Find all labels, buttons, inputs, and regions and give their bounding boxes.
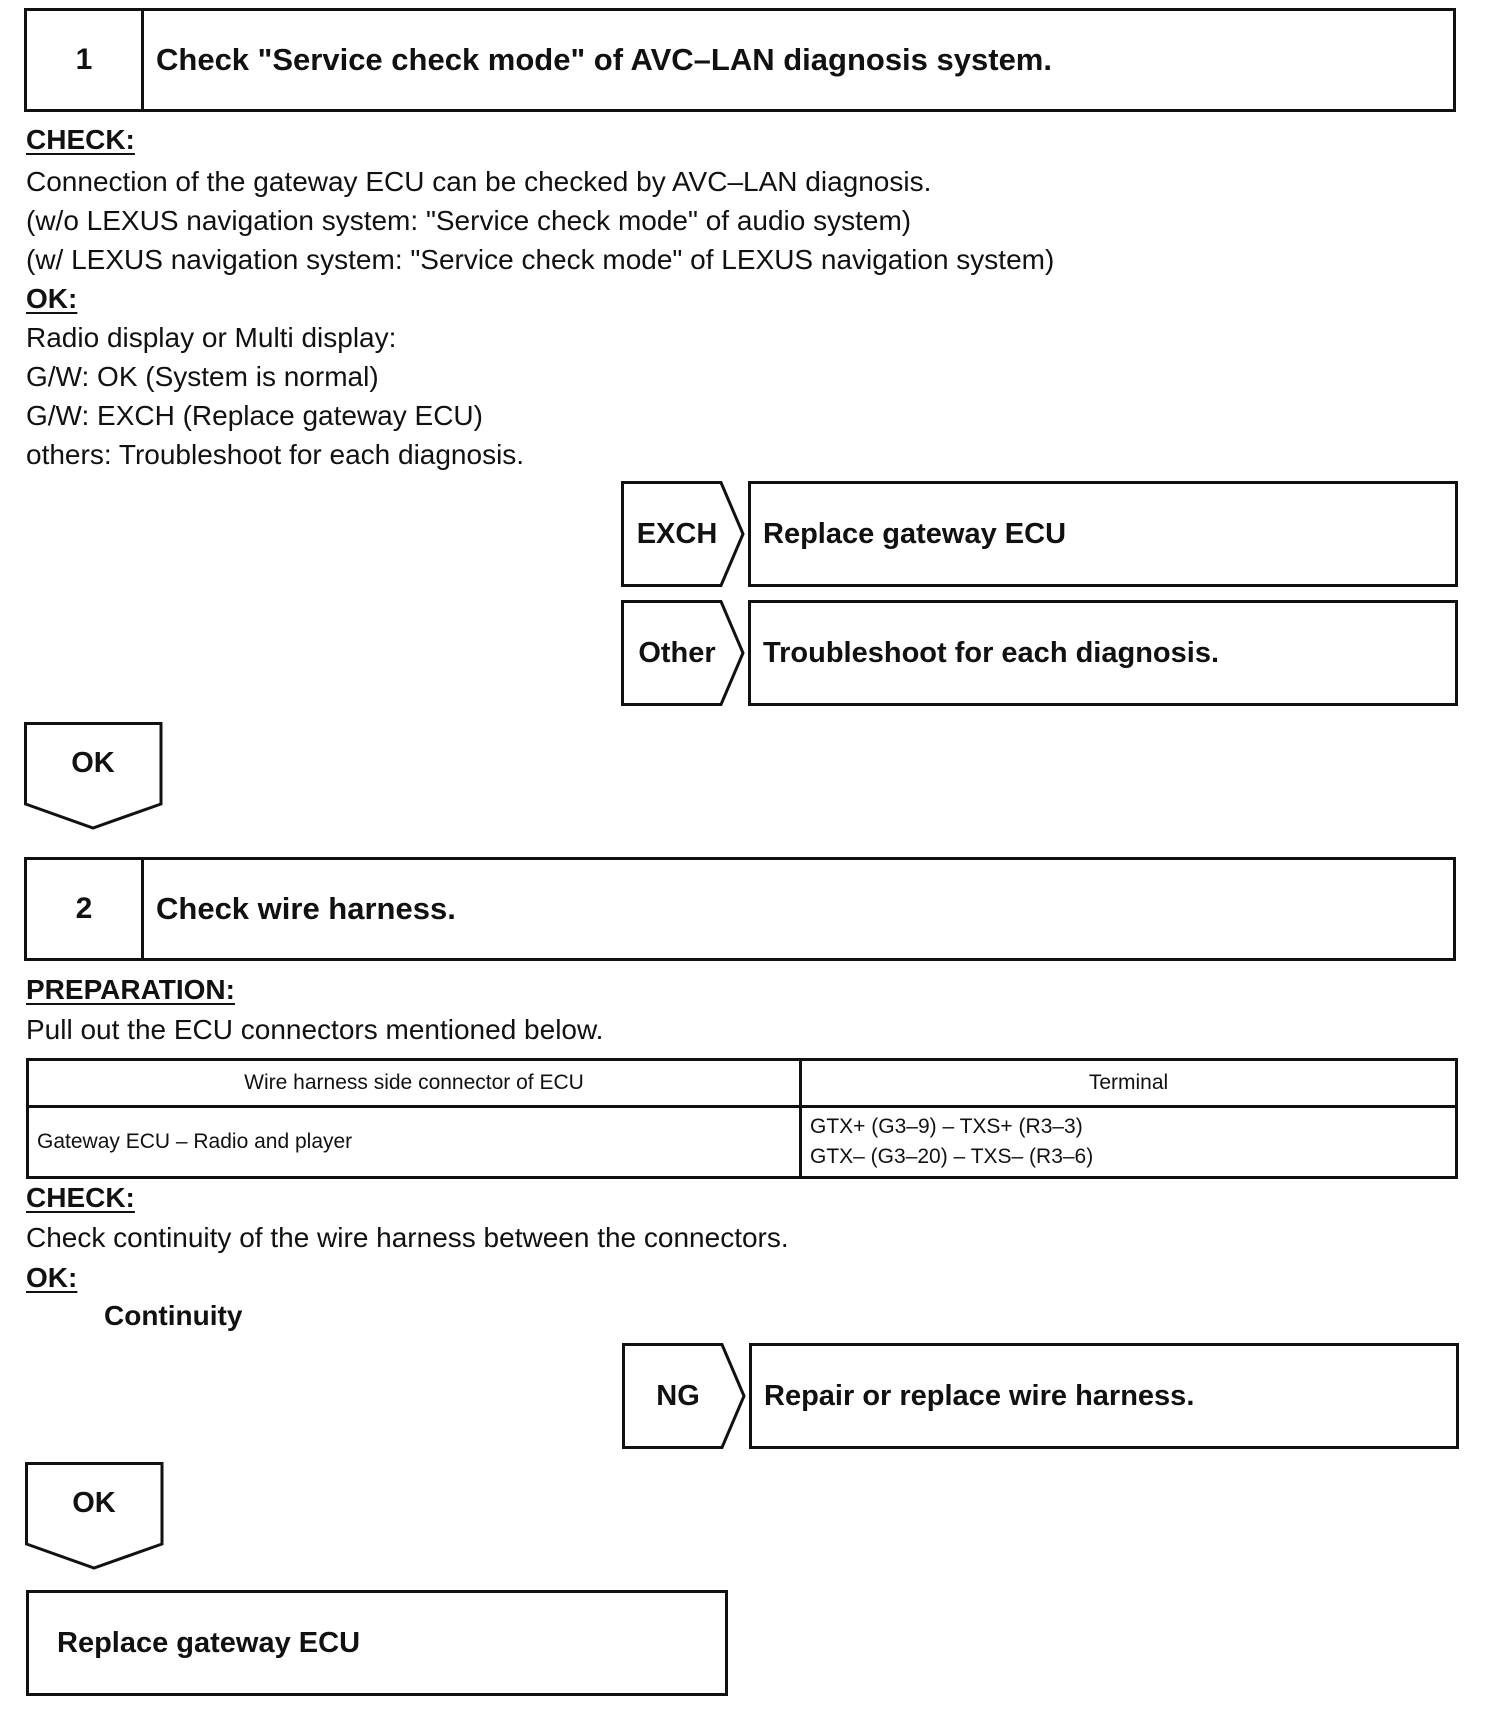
terminal-pair-2: GTX– (G3–20) – TXS– (R3–6)	[810, 1145, 1094, 1168]
final-action-box: Replace gateway ECU	[26, 1590, 728, 1696]
table-header-connector: Wire harness side connector of ECU	[28, 1060, 801, 1107]
step-1-header	[24, 8, 1456, 112]
table-row	[28, 1107, 1457, 1178]
step-1-ok-line-3: G/W: EXCH (Replace gateway ECU)	[26, 400, 483, 431]
terminal-pair-1: GTX+ (G3–9) – TXS+ (R3–3)	[810, 1115, 1083, 1138]
table-cell-terminals	[801, 1107, 1457, 1178]
step-1-ok-line-1: Radio display or Multi display:	[26, 322, 397, 353]
step-1-number: 1	[27, 11, 144, 109]
step-2-ok-arrow	[25, 1462, 167, 1572]
step-2-ok-label: OK:	[26, 1262, 78, 1293]
step-2-number: 2	[27, 860, 144, 958]
ng-tag-label: NG	[656, 1379, 700, 1412]
step-1-ok-line-4: others: Troubleshoot for each diagnosis.	[26, 439, 525, 470]
step-1-ok-arrow	[24, 722, 166, 832]
other-tag-label: Other	[638, 636, 716, 669]
exch-tag	[621, 481, 745, 587]
step-2-ok-arrow-label: OK	[72, 1486, 116, 1519]
step-1-check-line-3: (w/ LEXUS navigation system: "Service check mode" of LEXUS navigation system)	[26, 244, 1055, 275]
step-1-ok-line-2: G/W: OK (System is normal)	[26, 361, 379, 392]
step-2-check-text: Check continuity of the wire harness between the connectors.	[26, 1222, 789, 1253]
step-2-title: Check wire harness.	[156, 891, 456, 926]
step-2-prep-text: Pull out the ECU connectors mentioned below.	[26, 1014, 604, 1045]
table-header-row	[28, 1060, 1457, 1107]
step-1-ok-label: OK:	[26, 283, 78, 314]
ng-result-box: Repair or replace wire harness.	[749, 1343, 1459, 1449]
step-1-title: Check "Service check mode" of AVC–LAN diagnosis system.	[156, 42, 1052, 77]
exch-tag-label: EXCH	[636, 517, 718, 550]
table-header-terminal: Terminal	[801, 1060, 1457, 1107]
step-2-ok-value: Continuity	[104, 1300, 243, 1331]
step-2-check-label: CHECK:	[26, 1182, 135, 1213]
step-1-ok-arrow-label: OK	[71, 746, 115, 779]
step-1-check-line-1: Connection of the gateway ECU can be checked by AVC–LAN diagnosis.	[26, 166, 932, 197]
step-2-prep-label: PREPARATION:	[26, 974, 235, 1005]
connector-table	[26, 1058, 1458, 1179]
step-1-check-line-2: (w/o LEXUS navigation system: "Service check mode" of audio system)	[26, 205, 912, 236]
exch-result-box: Replace gateway ECU	[748, 481, 1458, 587]
step-2-header	[24, 857, 1456, 961]
other-result-box: Troubleshoot for each diagnosis.	[748, 600, 1458, 706]
table-cell-connector: Gateway ECU – Radio and player	[28, 1107, 801, 1178]
step-1-check-label: CHECK:	[26, 124, 135, 155]
ng-tag	[622, 1343, 746, 1449]
other-tag	[621, 600, 745, 706]
